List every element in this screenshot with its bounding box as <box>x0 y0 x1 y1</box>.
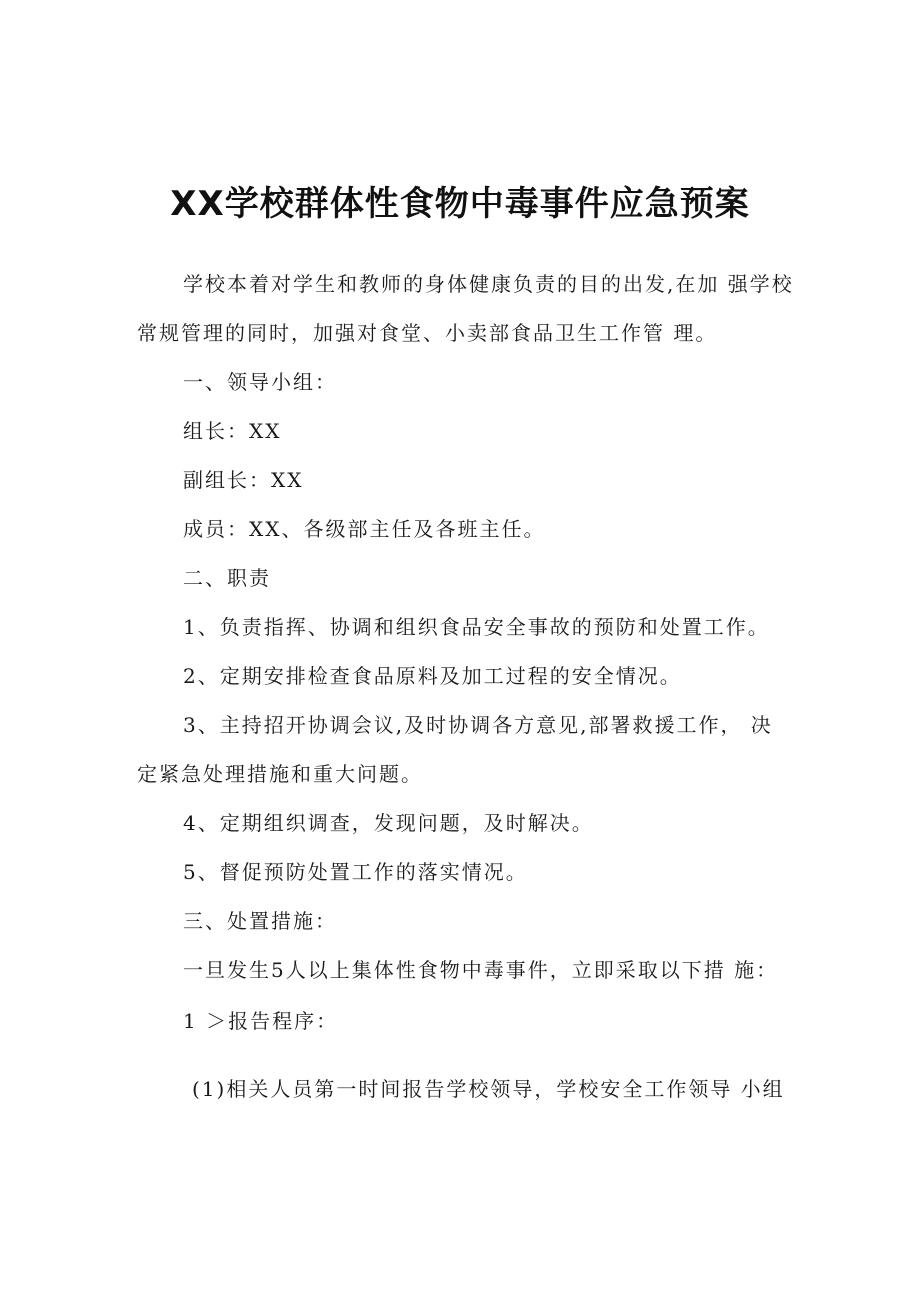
duty-item-1: 1、负责指挥、协调和组织食品安全事故的预防和处置工作。 <box>183 615 770 639</box>
section-heading-leadership: 一、领导小组： <box>183 370 337 394</box>
section-heading-measures: 三、处置措施： <box>183 909 337 933</box>
leader-line: 组长：XX <box>183 419 282 443</box>
duty-item-3-line-2: 定紧急处理措施和重大问题。 <box>137 762 423 786</box>
measures-intro: 一旦发生5人以上集体性食物中毒事件，立即采取以下措 施： <box>183 958 779 982</box>
duty-item-2: 2、定期安排检查食品原料及加工过程的安全情况。 <box>183 664 682 688</box>
report-procedure-item-1: (1)相关人员第一时间报告学校领导，学校安全工作领导 小组 <box>192 1077 785 1101</box>
report-procedure-heading: 1 ＞报告程序： <box>183 1009 339 1033</box>
duty-item-5: 5、督促预防处置工作的落实情况。 <box>183 860 528 884</box>
document-title: XX学校群体性食物中毒事件应急预案 <box>170 184 750 224</box>
paragraph-intro-line-1: 学校本着对学生和教师的身体健康负责的目的出发,在加 强学校 <box>183 272 794 296</box>
section-heading-duties: 二、职责 <box>183 566 271 590</box>
duty-item-3-line-1: 3、主持招开协调会议,及时协调各方意见,部署救援工作， 决 <box>183 713 773 737</box>
members-line: 成员：XX、各级部主任及各班主任。 <box>183 517 546 541</box>
paragraph-intro-line-2: 常规管理的同时，加强对食堂、小卖部食品卫生工作管 理。 <box>137 321 718 345</box>
deputy-leader-line: 副组长：XX <box>183 468 304 492</box>
duty-item-4: 4、定期组织调查，发现问题，及时解决。 <box>183 811 594 835</box>
